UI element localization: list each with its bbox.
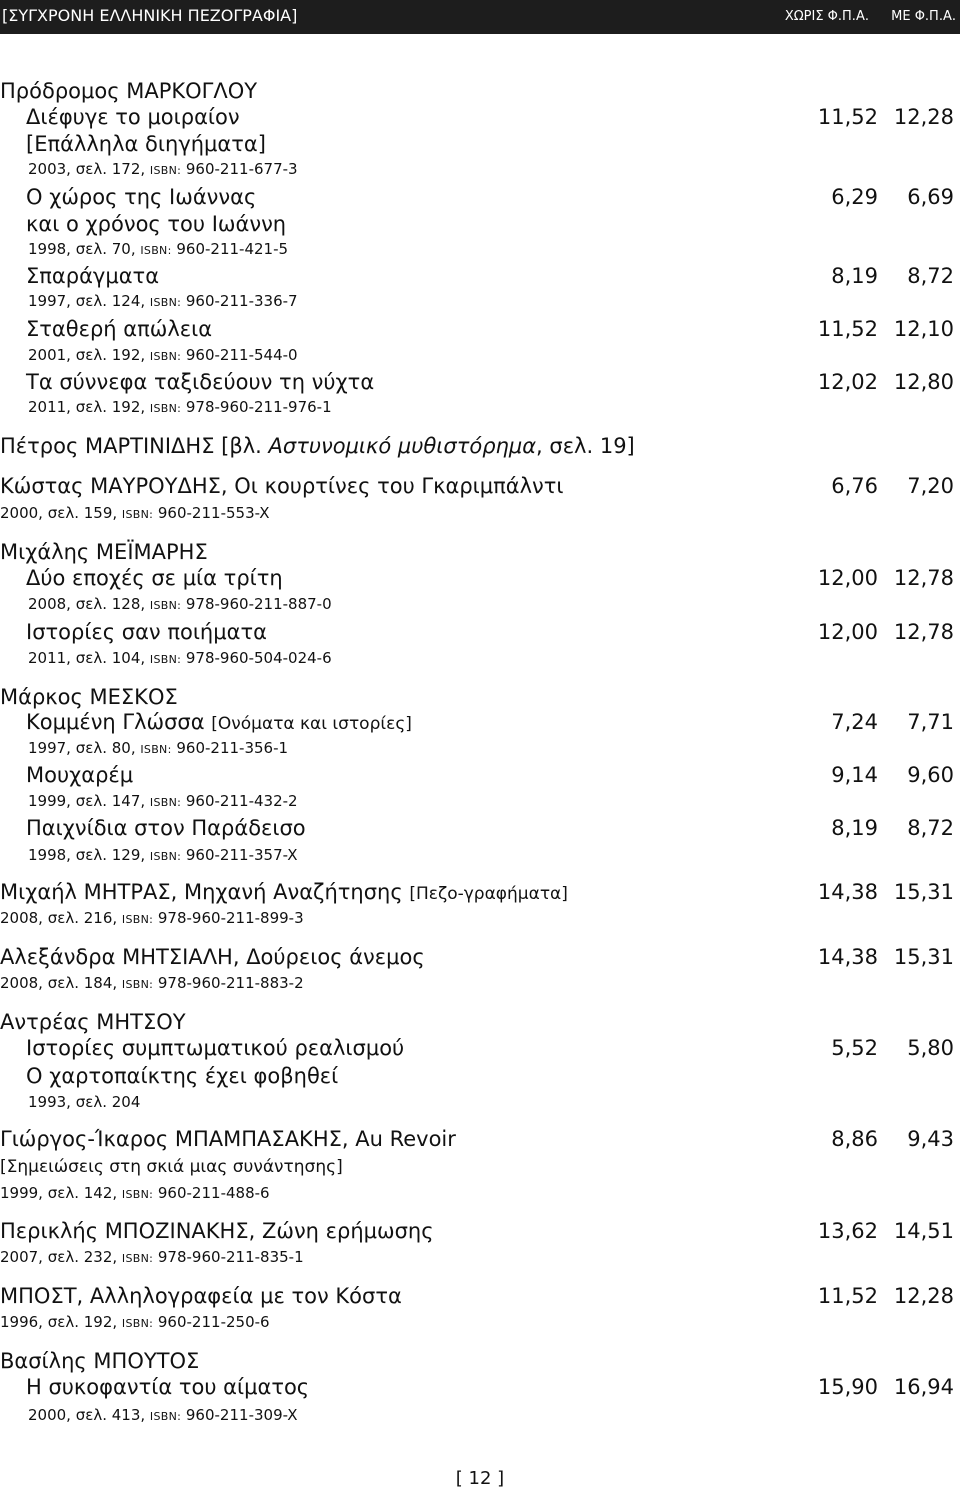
publication-meta xyxy=(0,291,960,311)
isbn-label: ISBN: xyxy=(121,1188,154,1201)
price-with-vat: 15,31 xyxy=(893,880,954,904)
author-line-text xyxy=(0,879,568,907)
publication-meta xyxy=(0,503,960,523)
price-without-vat: 12,00 xyxy=(817,620,878,644)
book-title-line-text xyxy=(26,1063,338,1089)
publication-meta xyxy=(0,594,960,614)
publication-meta xyxy=(0,239,960,259)
price-with-vat: 15,31 xyxy=(893,945,954,969)
author-name: Αλεξάνδρα ΜΗΤΣΙΑΛΗ, Δούρειος άνεμος xyxy=(0,945,425,969)
year-pages: 2007, σελ. 232, xyxy=(0,1248,122,1266)
price-without-vat-header: ΧΩΡΙΣ Φ.Π.Α. xyxy=(784,9,869,24)
year-pages: 2001, σελ. 192, xyxy=(28,346,150,364)
year-pages: 1997, σελ. 124, xyxy=(28,292,150,310)
author-line-text xyxy=(0,1348,199,1374)
publication-meta-text xyxy=(28,738,288,760)
book-title: Σταθερή απώλεια xyxy=(26,317,213,341)
isbn-number: 978-960-211-835-1 xyxy=(153,1248,304,1266)
section-header xyxy=(0,0,960,34)
book-title-line-text xyxy=(26,1374,309,1400)
isbn-number: 960-211-356-1 xyxy=(171,739,289,757)
book-title: Διέφυγε το μοιραίον xyxy=(26,105,240,129)
author-line-text xyxy=(0,684,178,710)
book-subtitle: [Ονόματα και ιστορίες] xyxy=(211,714,412,734)
price-with-vat: 9,43 xyxy=(907,1127,954,1151)
book-subtitle-line-text xyxy=(0,1154,343,1180)
price-without-vat: 8,86 xyxy=(831,1127,878,1151)
isbn-number: 960-211-309-X xyxy=(181,1406,298,1424)
price-without-vat: 11,52 xyxy=(817,317,878,341)
cross-reference-page: , σελ. 19] xyxy=(536,434,635,458)
year-pages: 2000, σελ. 159, xyxy=(0,504,122,522)
book-title-line xyxy=(0,316,960,342)
publication-meta xyxy=(0,1312,960,1332)
price-without-vat: 8,19 xyxy=(831,816,878,840)
isbn-number: 960-211-421-5 xyxy=(171,240,289,258)
author-line xyxy=(0,1283,960,1309)
publication-meta-text xyxy=(0,1183,270,1205)
book-subtitle: [Πεζο-γραφήματα] xyxy=(409,884,568,904)
author-line-text xyxy=(0,1218,434,1244)
year-pages: 1999, σελ. 142, xyxy=(0,1184,122,1202)
book-title-line xyxy=(0,1374,960,1400)
price-without-vat: 6,76 xyxy=(831,474,878,498)
author-line xyxy=(0,473,960,499)
book-title-line-text xyxy=(26,709,412,737)
author-name: Μιχαήλ ΜΗΤΡΑΣ, Μηχανή Αναζήτησης xyxy=(0,880,410,904)
publication-meta xyxy=(0,791,960,811)
author-name: Γιώργος-Ίκαρος ΜΠΑΜΠΑΣΑΚΗΣ, Au Revoir xyxy=(0,1127,456,1151)
year-pages: 2008, σελ. 128, xyxy=(28,595,150,613)
book-subtitle: [Σημειώσεις στη σκιά μιας συνάντησης] xyxy=(0,1157,343,1177)
price-without-vat: 13,62 xyxy=(817,1219,878,1243)
book-title-line-text xyxy=(26,131,266,157)
isbn-number: 978-960-211-976-1 xyxy=(181,398,332,416)
price-without-vat: 6,29 xyxy=(831,185,878,209)
isbn-label: ISBN: xyxy=(149,599,182,612)
author-line xyxy=(0,1218,960,1244)
author-line-text xyxy=(0,944,425,970)
book-title-line xyxy=(0,709,960,735)
year-pages: 2008, σελ. 184, xyxy=(0,974,122,992)
isbn-label: ISBN: xyxy=(140,743,172,756)
page-number: [ 12 ] xyxy=(455,1468,505,1489)
publication-meta-text xyxy=(28,239,288,261)
price-with-vat: 6,69 xyxy=(907,185,954,209)
isbn-label: ISBN: xyxy=(140,244,172,257)
publication-meta-text xyxy=(28,648,332,670)
price-without-vat: 12,02 xyxy=(817,370,878,394)
publication-meta xyxy=(0,1183,960,1203)
author-line-text xyxy=(0,1283,402,1309)
price-with-vat: 12,10 xyxy=(893,317,954,341)
price-with-vat-header: ΜΕ Φ.Π.Α. xyxy=(891,9,956,24)
isbn-label: ISBN: xyxy=(149,653,182,666)
author-name: Πρόδρομος ΜΑΡΚΟΓΛΟΥ xyxy=(0,79,258,103)
author-line xyxy=(0,1009,960,1035)
isbn-number: 978-960-211-887-0 xyxy=(181,595,332,613)
publication-meta xyxy=(0,1247,960,1267)
book-title-line xyxy=(0,184,960,210)
publication-meta xyxy=(0,738,960,758)
publication-meta-text xyxy=(0,1312,270,1334)
book-title-line xyxy=(0,1035,960,1061)
price-with-vat: 7,71 xyxy=(907,710,954,734)
price-without-vat: 14,38 xyxy=(817,945,878,969)
publication-meta-text xyxy=(28,159,298,181)
publication-meta xyxy=(0,908,960,928)
author-line-text xyxy=(0,1126,456,1152)
book-title: Κομμένη Γλώσσα xyxy=(26,710,212,734)
publication-meta xyxy=(0,1405,960,1425)
publication-meta-text xyxy=(28,594,332,616)
isbn-label: ISBN: xyxy=(121,913,154,926)
publication-meta-text xyxy=(28,291,298,313)
price-with-vat: 8,72 xyxy=(907,816,954,840)
book-title-line xyxy=(0,263,960,289)
author-line xyxy=(0,78,960,104)
price-with-vat: 12,78 xyxy=(893,566,954,590)
book-title-line xyxy=(0,815,960,841)
publication-meta-text xyxy=(0,1247,304,1269)
price-without-vat: 14,38 xyxy=(817,880,878,904)
publication-meta-text xyxy=(28,845,298,867)
price-without-vat: 11,52 xyxy=(817,1284,878,1308)
book-title-line-text xyxy=(26,211,286,237)
year-pages: 2011, σελ. 104, xyxy=(28,649,150,667)
author-line xyxy=(0,879,960,905)
price-with-vat: 12,28 xyxy=(893,105,954,129)
author-line xyxy=(0,433,960,459)
publication-meta xyxy=(0,973,960,993)
price-without-vat: 7,24 xyxy=(831,710,878,734)
author-line xyxy=(0,944,960,970)
book-title-line-text xyxy=(26,1035,404,1061)
book-title-line-text xyxy=(26,815,306,841)
publication-meta xyxy=(0,845,960,865)
price-without-vat: 9,14 xyxy=(831,763,878,787)
book-title: Δύο εποχές σε μία τρίτη xyxy=(26,566,283,590)
isbn-label: ISBN: xyxy=(121,1252,154,1265)
book-title: και ο χρόνος του Ιωάννη xyxy=(26,212,287,236)
book-title: Ιστορίες συμπτωματικού ρεαλισμού xyxy=(26,1036,405,1060)
publication-meta-text xyxy=(0,908,304,930)
price-without-vat: 5,52 xyxy=(831,1036,878,1060)
price-with-vat: 12,28 xyxy=(893,1284,954,1308)
book-title-line xyxy=(0,762,960,788)
author-line xyxy=(0,684,960,710)
isbn-number: 960-211-336-7 xyxy=(181,292,298,310)
price-column-headers xyxy=(767,9,956,24)
price-without-vat: 11,52 xyxy=(817,105,878,129)
price-with-vat: 9,60 xyxy=(907,763,954,787)
year-pages: 1999, σελ. 147, xyxy=(28,792,150,810)
price-with-vat: 12,78 xyxy=(893,620,954,644)
author-line xyxy=(0,1126,960,1152)
price-with-vat: 12,80 xyxy=(893,370,954,394)
isbn-number: 960-211-544-0 xyxy=(181,346,298,364)
publication-meta xyxy=(0,345,960,365)
cross-reference: Αστυνομικό μυθιστόρημα xyxy=(268,434,537,458)
price-with-vat: 5,80 xyxy=(907,1036,954,1060)
isbn-number: 978-960-211-883-2 xyxy=(153,974,304,992)
year-pages: 1997, σελ. 80, xyxy=(28,739,141,757)
isbn-label: ISBN: xyxy=(149,296,182,309)
price-without-vat: 8,19 xyxy=(831,264,878,288)
year-pages: 2000, σελ. 413, xyxy=(28,1406,150,1424)
author-line-text xyxy=(0,78,257,104)
book-title-line-text xyxy=(26,369,374,395)
book-title: Σπαράγματα xyxy=(26,264,160,288)
price-with-vat: 14,51 xyxy=(893,1219,954,1243)
book-title-line xyxy=(0,565,960,591)
isbn-number: 960-211-677-3 xyxy=(181,160,298,178)
author-name: Πέτρος ΜΑΡΤΙΝΙΔΗΣ [βλ. xyxy=(0,434,269,458)
author-name: Μιχάλης ΜΕΪΜΑΡΗΣ xyxy=(0,540,208,564)
price-with-vat: 8,72 xyxy=(907,264,954,288)
book-subtitle-line xyxy=(0,1154,960,1180)
author-line xyxy=(0,1348,960,1374)
isbn-number: 960-211-432-2 xyxy=(181,792,298,810)
book-title-line xyxy=(0,211,960,237)
book-title-line xyxy=(0,104,960,130)
year-pages: 2011, σελ. 192, xyxy=(28,398,150,416)
isbn-label: ISBN: xyxy=(121,978,154,991)
book-title: [Επάλληλα διηγήματα] xyxy=(26,132,266,156)
isbn-label: ISBN: xyxy=(149,402,182,415)
year-pages: 1998, σελ. 129, xyxy=(28,846,150,864)
book-title: Ιστορίες σαν ποιήματα xyxy=(26,620,267,644)
isbn-label: ISBN: xyxy=(149,796,182,809)
category-title: [ΣΥΓΧΡΟΝΗ ΕΛΛΗΝΙΚΗ ΠΕΖΟΓΡΑΦΙΑ] xyxy=(2,6,298,25)
book-title: Ο χαρτοπαίκτης έχει φοβηθεί xyxy=(26,1064,339,1088)
author-name: ΜΠΟΣΤ, Αλληλογραφεία με τον Κόστα xyxy=(0,1284,402,1308)
publication-meta-text xyxy=(28,345,298,367)
author-line-text xyxy=(0,539,208,565)
book-title-line-text xyxy=(26,565,283,591)
isbn-label: ISBN: xyxy=(149,164,182,177)
author-name: Μάρκος ΜΕΣΚΟΣ xyxy=(0,685,178,709)
price-with-vat: 16,94 xyxy=(893,1375,954,1399)
isbn-number: 960-211-553-X xyxy=(153,504,270,522)
book-title-line-text xyxy=(26,619,267,645)
year-pages: 1993, σελ. 204 xyxy=(28,1093,141,1111)
publication-meta-text xyxy=(0,973,304,995)
author-name: Περικλής ΜΠΟΖΙΝΑΚΗΣ, Ζώνη ερήμωσης xyxy=(0,1219,434,1243)
isbn-number: 960-211-357-X xyxy=(181,846,298,864)
isbn-number: 978-960-211-899-3 xyxy=(153,909,304,927)
price-without-vat: 12,00 xyxy=(817,566,878,590)
publication-meta xyxy=(0,648,960,668)
book-title-line-text xyxy=(26,762,133,788)
publication-meta-text xyxy=(28,1092,140,1112)
book-title: Τα σύννεφα ταξιδεύουν τη νύχτα xyxy=(26,370,375,394)
publication-meta-text xyxy=(0,503,270,525)
author-line-text xyxy=(0,1009,186,1035)
isbn-number: 960-211-250-6 xyxy=(153,1313,270,1331)
book-title: Ο χώρος της Ιωάννας xyxy=(26,185,257,209)
book-title-line-text xyxy=(26,263,159,289)
isbn-number: 978-960-504-024-6 xyxy=(181,649,332,667)
book-title-line-text xyxy=(26,184,256,210)
author-line xyxy=(0,539,960,565)
publication-meta xyxy=(0,397,960,417)
publication-meta-text xyxy=(28,397,332,419)
book-title-line-text xyxy=(26,104,240,130)
price-without-vat: 15,90 xyxy=(817,1375,878,1399)
book-title-line xyxy=(0,369,960,395)
isbn-label: ISBN: xyxy=(121,508,154,521)
isbn-label: ISBN: xyxy=(149,350,182,363)
year-pages: 1998, σελ. 70, xyxy=(28,240,141,258)
isbn-label: ISBN: xyxy=(149,1410,182,1423)
author-line-text xyxy=(0,433,635,459)
price-with-vat: 7,20 xyxy=(907,474,954,498)
author-name: Αντρέας ΜΗΤΣΟΥ xyxy=(0,1010,186,1034)
isbn-label: ISBN: xyxy=(121,1317,154,1330)
book-title: Η συκοφαντία του αίματος xyxy=(26,1375,310,1399)
publication-meta xyxy=(0,159,960,179)
author-name: Κώστας ΜΑΥΡΟΥΔΗΣ, Οι κουρτίνες του Γκαριμπάλντι xyxy=(0,474,564,498)
year-pages: 2003, σελ. 172, xyxy=(28,160,150,178)
book-title-line xyxy=(0,619,960,645)
year-pages: 1996, σελ. 192, xyxy=(0,1313,122,1331)
publication-meta-text xyxy=(28,1405,298,1427)
author-line-text xyxy=(0,473,564,499)
isbn-number: 960-211-488-6 xyxy=(153,1184,270,1202)
publication-meta xyxy=(0,1092,960,1112)
isbn-label: ISBN: xyxy=(149,850,182,863)
book-title: Μουχαρέμ xyxy=(26,763,134,787)
year-pages: 2008, σελ. 216, xyxy=(0,909,122,927)
book-title: Παιχνίδια στον Παράδεισο xyxy=(26,816,306,840)
book-title-line-text xyxy=(26,316,212,342)
publication-meta-text xyxy=(28,791,298,813)
book-title-line xyxy=(0,1063,960,1089)
book-title-line xyxy=(0,131,960,157)
author-name: Βασίλης ΜΠΟΥΤΟΣ xyxy=(0,1349,200,1373)
